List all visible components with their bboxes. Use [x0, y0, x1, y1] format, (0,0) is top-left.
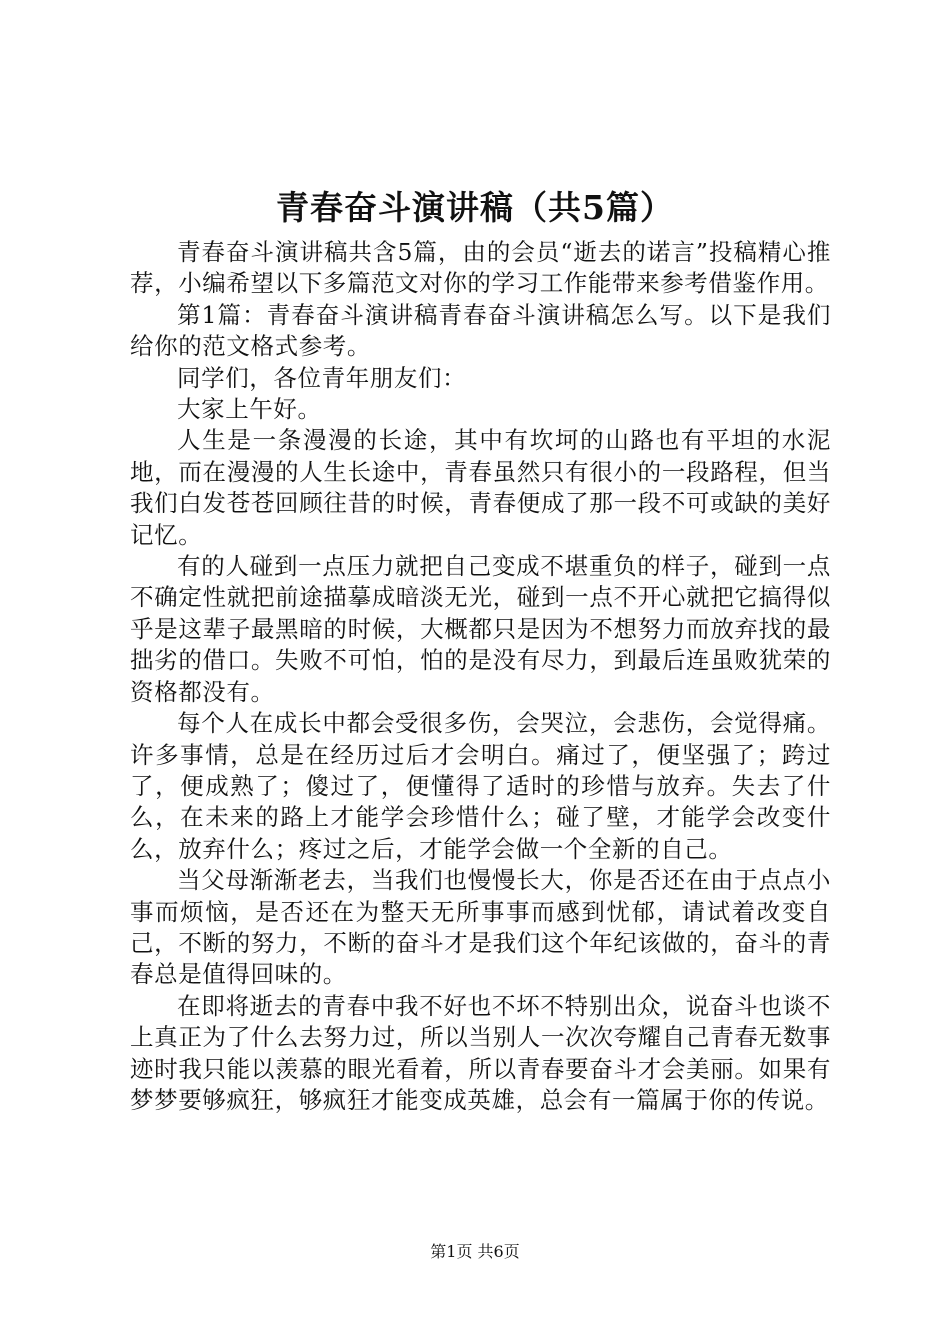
paragraph-body: 人生是一条漫漫的长途，其中有坎坷的山路也有平坦的水泥地，而在漫漫的人生长途中，青春虽然只有很小的一段路程，但当我们白发苍苍回顾往昔的时候，青春便成了那一段不可或缺的美好记忆。 [130, 426, 831, 549]
paragraph-part-1-heading: 第1篇：青春奋斗演讲稿青春奋斗演讲稿怎么写。以下是我们给你的范文格式参考。 [130, 300, 831, 361]
paragraph-greeting: 大家上午好。 [177, 395, 322, 424]
paragraph-intro: 青春奋斗演讲稿共含5篇，由的会员“逝去的诺言”投稿精心推荐，小编希望以下多篇范文对你的学习工作能带来参考借鉴作用。 [130, 238, 831, 298]
document-title: 青春奋斗演讲稿（共5篇） [276, 188, 674, 227]
paragraph-body: 每个人在成长中都会受很多伤，会哭泣，会悲伤，会觉得痛。许多事情，总是在经历过后才会明白。痛过了，便坚强了；跨过了，便成熟了；傻过了，便懂得了适时的珍惜与放弃。失去了什么，在未来的路上才能学会珍惜什么；碰了壁，才能学会改变什么，放弃什么；疼过之后，才能学会做一个全新的自己。 [130, 709, 831, 863]
document-body [130, 237, 831, 1116]
page-number-footer: 第1页 共6页 [430, 1242, 520, 1261]
paragraph-body: 当父母渐渐老去，当我们也慢慢长大，你是否还在由于点点小事而烦恼，是否还在为整天无所事事而感到忧郁，请试着改变自己，不断的努力，不断的奋斗才是我们这个年纪该做的，奋斗的青春总是值得回味的。 [130, 866, 831, 989]
paragraph-body: 在即将逝去的青春中我不好也不坏不特别出众，说奋斗也谈不上真正为了什么去努力过，所以当别人一次次夸耀自己青春无数事迹时我只能以羡慕的眼光看着，所以青春要奋斗才会美丽。如果有梦梦要够疯狂，够疯狂才能变成英雄，总会有一篇属于你的传说。 [130, 991, 831, 1114]
paragraph-body: 有的人碰到一点压力就把自己变成不堪重负的样子，碰到一点不确定性就把前途描摹成暗淡无光，碰到一点不开心就把它搞得似乎是这辈子最黑暗的时候，大概都只是因为不想努力而放弃找的最拙劣的借口。失败不可怕，怕的是没有尽力，到最后连虽败犹荣的资格都没有。 [130, 552, 831, 706]
paragraph-salutation: 同学们，各位青年朋友们： [177, 363, 467, 392]
